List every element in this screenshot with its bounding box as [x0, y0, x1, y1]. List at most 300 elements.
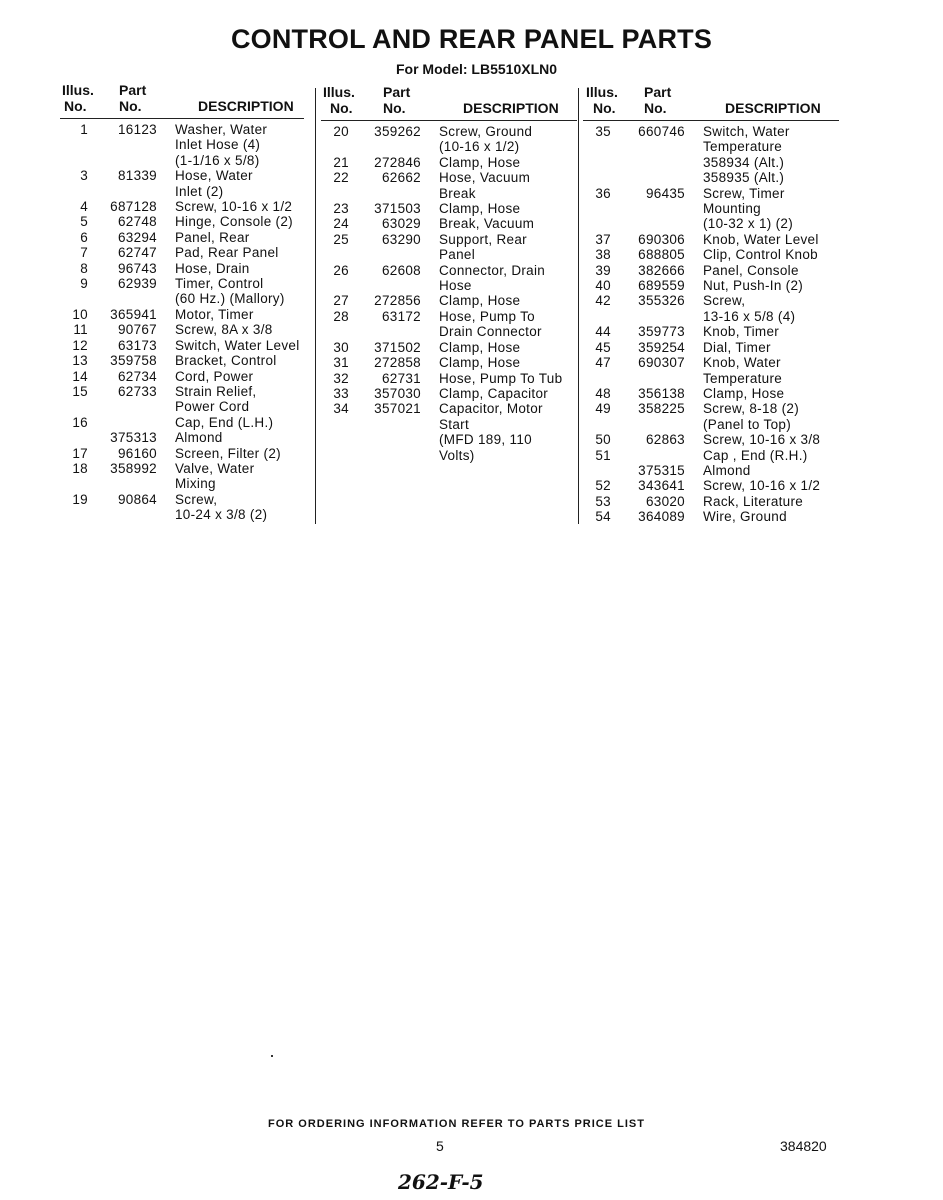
illus-number: 5 — [80, 214, 88, 230]
part-description — [175, 430, 312, 445]
part-row — [583, 355, 839, 386]
part-number: 63020 — [645, 493, 685, 509]
part-row — [583, 232, 839, 247]
part-description — [439, 309, 577, 340]
part-no-label: No. — [119, 98, 142, 114]
part-number: 90767 — [117, 322, 157, 338]
description-line: Panel, Rear — [175, 229, 250, 245]
description-line: Break, Vacuum — [439, 216, 535, 232]
part-description — [439, 155, 577, 170]
illus-number: 16 — [72, 414, 88, 430]
description-line: Support, Rear — [439, 231, 527, 247]
illus-number: 54 — [595, 509, 611, 525]
part-row — [60, 369, 312, 384]
illus-number: 39 — [595, 262, 611, 278]
part-description — [175, 245, 312, 260]
illus-number: 6 — [80, 229, 88, 245]
illus-no-label: No. — [593, 100, 616, 116]
description-line: Connector, Drain — [439, 262, 546, 278]
part-description — [439, 401, 577, 463]
part-description — [439, 201, 577, 216]
illus-number: 23 — [333, 201, 349, 217]
column-header-2 — [323, 84, 573, 118]
part-number: 688805 — [638, 247, 685, 263]
part-description — [703, 386, 839, 401]
illus-number: 11 — [73, 322, 88, 338]
description-line: Screw, 8-18 (2) — [703, 401, 800, 417]
part-row — [60, 492, 312, 523]
part-description — [439, 263, 577, 294]
illus-number: 52 — [595, 478, 611, 494]
part-number: 371502 — [374, 339, 421, 355]
part-label: Part — [644, 84, 672, 100]
description-line: Almond — [703, 462, 751, 478]
description-label: DESCRIPTION — [198, 98, 294, 114]
illus-label: Illus. — [323, 84, 355, 100]
part-row — [321, 355, 577, 370]
part-number: 62733 — [117, 383, 157, 399]
part-number: 375313 — [110, 430, 157, 446]
description-line: Screw, Ground — [439, 124, 533, 139]
page-number: 5 — [436, 1138, 444, 1154]
part-description — [703, 340, 839, 355]
part-row — [321, 401, 577, 463]
illus-number: 3 — [80, 168, 88, 184]
part-row — [60, 415, 312, 430]
part-row — [321, 155, 577, 170]
part-number: 382666 — [638, 262, 685, 278]
illus-number: 32 — [333, 370, 349, 386]
part-description — [703, 247, 839, 262]
illus-number: 31 — [333, 355, 349, 371]
illus-number: 30 — [333, 339, 349, 355]
part-number: 62748 — [117, 214, 157, 230]
part-description — [703, 232, 839, 247]
illus-number: 49 — [595, 401, 611, 417]
illus-number: 15 — [72, 383, 88, 399]
model-subtitle: For Model: LB5510XLN0 — [395, 61, 558, 77]
illus-number: 10 — [72, 306, 88, 322]
part-description — [439, 216, 577, 231]
description-line: Start — [439, 416, 470, 432]
part-number: 63029 — [381, 216, 421, 232]
part-description — [175, 122, 312, 168]
description-line: Clamp, Capacitor — [439, 385, 549, 401]
part-number: 90864 — [117, 491, 157, 507]
illus-number: 51 — [595, 447, 611, 463]
illus-number: 8 — [80, 260, 88, 276]
description-line: Clamp, Hose — [439, 339, 521, 355]
part-no-label: No. — [383, 100, 406, 116]
description-line: Clip, Control Knob — [703, 247, 818, 263]
part-description — [703, 324, 839, 339]
description-line: Knob, Water — [703, 355, 781, 371]
part-row — [60, 430, 312, 445]
part-row — [60, 199, 312, 214]
illus-number: 26 — [333, 262, 349, 278]
illus-label: Illus. — [62, 82, 94, 98]
description-line: Panel, Console — [703, 262, 799, 278]
description-line: Cap, End (L.H.) — [175, 414, 274, 430]
description-label: DESCRIPTION — [463, 100, 559, 116]
illus-number: 25 — [333, 231, 349, 247]
column-divider — [578, 88, 579, 524]
description-line: Nut, Push-In (2) — [703, 278, 804, 294]
part-description — [703, 186, 839, 232]
part-row — [583, 340, 839, 355]
description-line: Cap , End (R.H.) — [703, 447, 808, 463]
description-line: Rack, Literature — [703, 493, 804, 509]
part-number: 96435 — [645, 185, 685, 201]
scan-speck — [271, 1055, 273, 1057]
part-description — [703, 463, 839, 478]
part-number: 62734 — [117, 368, 157, 384]
part-description — [439, 124, 577, 155]
description-line: Strain Relief, — [175, 383, 257, 399]
illus-number: 28 — [333, 308, 349, 324]
description-line: Capacitor, Motor — [439, 401, 543, 417]
part-description — [175, 261, 312, 276]
part-row — [321, 216, 577, 231]
part-number: 355326 — [638, 293, 685, 309]
part-description — [175, 353, 312, 368]
description-line: Knob, Water Level — [703, 231, 819, 247]
part-description — [175, 338, 312, 353]
description-line: 358934 (Alt.) — [703, 154, 785, 170]
part-description — [175, 369, 312, 384]
part-number: 364089 — [638, 509, 685, 525]
illus-number: 27 — [333, 293, 349, 309]
description-line: Screw, — [175, 491, 218, 507]
part-number: 62731 — [381, 370, 421, 386]
part-number: 358225 — [638, 401, 685, 417]
part-row — [60, 261, 312, 276]
description-label: DESCRIPTION — [725, 100, 821, 116]
part-row — [60, 245, 312, 260]
description-line: Knob, Timer — [703, 324, 780, 340]
illus-number: 45 — [595, 339, 611, 355]
part-number: 371503 — [374, 201, 421, 217]
description-line: Bracket, Control — [175, 353, 277, 369]
part-description — [175, 307, 312, 322]
part-number: 96160 — [117, 445, 157, 461]
description-line: Drain Connector — [439, 324, 542, 340]
part-row — [583, 448, 839, 463]
part-number: 357021 — [374, 401, 421, 417]
description-line: Cord, Power — [175, 368, 254, 384]
part-description — [439, 340, 577, 355]
part-row — [583, 324, 839, 339]
illus-number: 7 — [80, 245, 88, 261]
part-no-label: No. — [644, 100, 667, 116]
description-line: Hose, Drain — [175, 260, 250, 276]
part-description — [703, 432, 839, 447]
description-line: Dial, Timer — [703, 339, 771, 355]
part-row — [321, 201, 577, 216]
part-number: 81339 — [117, 168, 157, 184]
part-number: 690306 — [638, 231, 685, 247]
part-description — [703, 278, 839, 293]
part-number: 356138 — [638, 385, 685, 401]
description-line: Temperature — [703, 370, 783, 386]
part-row — [60, 461, 312, 492]
part-description — [703, 401, 839, 432]
parts-column-2 — [321, 124, 577, 463]
description-line: Clamp, Hose — [439, 355, 521, 371]
part-row — [60, 446, 312, 461]
description-line: Clamp, Hose — [703, 385, 785, 401]
illus-number: 22 — [333, 170, 349, 186]
part-number: 359758 — [110, 353, 157, 369]
illus-number: 34 — [333, 401, 349, 417]
description-line: Screen, Filter (2) — [175, 445, 281, 461]
part-row — [583, 463, 839, 478]
description-line: Screw, — [703, 293, 746, 309]
part-row — [583, 432, 839, 447]
description-line: Pad, Rear Panel — [175, 245, 279, 261]
description-line: 10-24 x 3/8 (2) — [175, 507, 268, 523]
description-line: (1-1/16 x 5/8) — [175, 152, 260, 168]
illus-no-label: No. — [64, 98, 87, 114]
description-line: Inlet Hose (4) — [175, 137, 261, 153]
part-row — [583, 386, 839, 401]
part-description — [175, 322, 312, 337]
part-number: 272846 — [374, 154, 421, 170]
part-row — [583, 263, 839, 278]
part-description — [703, 263, 839, 278]
part-description — [703, 478, 839, 493]
description-line: (10-16 x 1/2) — [439, 139, 520, 155]
illus-number: 13 — [72, 353, 88, 369]
part-row — [583, 509, 839, 524]
description-line: Temperature — [703, 139, 783, 155]
part-number: 62863 — [645, 432, 685, 448]
part-description — [439, 232, 577, 263]
description-line: Almond — [175, 430, 223, 446]
part-number: 358992 — [110, 460, 157, 476]
description-line: Motor, Timer — [175, 306, 254, 322]
part-description — [703, 293, 839, 324]
part-number: 63172 — [381, 308, 421, 324]
page-title: CONTROL AND REAR PANEL PARTS — [230, 24, 713, 54]
handwritten-note: 262-F-5 — [398, 1170, 484, 1194]
part-row — [583, 401, 839, 432]
part-number: 343641 — [638, 478, 685, 494]
part-description — [703, 494, 839, 509]
description-line: Break — [439, 185, 476, 201]
illus-no-label: No. — [330, 100, 353, 116]
part-description — [439, 355, 577, 370]
part-number: 63173 — [117, 337, 157, 353]
parts-column-1 — [60, 122, 312, 523]
illus-number: 35 — [595, 124, 611, 139]
description-line: Clamp, Hose — [439, 201, 521, 217]
part-row — [583, 247, 839, 262]
illus-number: 20 — [333, 124, 349, 139]
illus-number: 48 — [595, 385, 611, 401]
part-number: 375315 — [638, 462, 685, 478]
part-row — [321, 232, 577, 263]
description-line: Screw, 10-16 x 1/2 — [175, 199, 293, 215]
part-description — [175, 168, 312, 199]
part-description — [439, 293, 577, 308]
description-line: Mounting — [703, 201, 761, 217]
description-line: Switch, Water Level — [175, 337, 300, 353]
description-line: Power Cord — [175, 399, 250, 415]
part-row — [321, 340, 577, 355]
column-header-1 — [62, 82, 302, 116]
ordering-footer: FOR ORDERING INFORMATION REFER TO PARTS PRICE LIST — [268, 1118, 645, 1130]
parts-column-3 — [583, 124, 839, 525]
description-line: Inlet (2) — [175, 183, 224, 199]
part-number: 357030 — [374, 385, 421, 401]
description-line: Clamp, Hose — [439, 293, 521, 309]
illus-number: 44 — [595, 324, 611, 340]
illus-number: 14 — [72, 368, 88, 384]
illus-number: 42 — [595, 293, 611, 309]
part-row — [583, 293, 839, 324]
description-line: Hose, Vacuum — [439, 170, 531, 186]
part-row — [60, 214, 312, 229]
part-description — [703, 124, 839, 186]
document-number: 384820 — [780, 1138, 827, 1154]
description-line: Hinge, Console (2) — [175, 214, 293, 230]
part-row — [321, 124, 577, 155]
part-row — [583, 278, 839, 293]
illus-number: 53 — [595, 493, 611, 509]
part-number: 63294 — [117, 229, 157, 245]
part-row — [60, 384, 312, 415]
part-number: 62939 — [117, 276, 157, 292]
part-number: 359773 — [638, 324, 685, 340]
part-description — [175, 492, 312, 523]
part-row — [60, 168, 312, 199]
part-number: 62662 — [381, 170, 421, 186]
illus-number: 40 — [595, 278, 611, 294]
part-label: Part — [119, 82, 147, 98]
illus-number: 12 — [72, 337, 88, 353]
part-description — [703, 509, 839, 524]
part-number: 690307 — [638, 355, 685, 371]
part-number: 359262 — [374, 124, 421, 139]
part-row — [583, 494, 839, 509]
part-row — [321, 371, 577, 386]
part-row — [60, 122, 312, 168]
description-line: Screw, 10-16 x 3/8 — [703, 432, 821, 448]
header-rule — [60, 118, 304, 119]
description-line: Screw, 10-16 x 1/2 — [703, 478, 821, 494]
description-line: Volts) — [439, 447, 475, 463]
part-number: 96743 — [117, 260, 157, 276]
part-description — [175, 276, 312, 307]
description-line: Washer, Water — [175, 122, 268, 137]
part-number: 359254 — [638, 339, 685, 355]
illus-number: 50 — [595, 432, 611, 448]
part-row — [321, 293, 577, 308]
description-line: Hose, Water — [175, 168, 253, 184]
illus-number: 36 — [595, 185, 611, 201]
part-row — [60, 276, 312, 307]
illus-number: 18 — [72, 460, 88, 476]
part-number: 365941 — [110, 306, 157, 322]
part-number: 63290 — [381, 231, 421, 247]
illus-number: 4 — [80, 199, 88, 215]
part-description — [439, 371, 577, 386]
part-description — [439, 386, 577, 401]
illus-number: 24 — [333, 216, 349, 232]
part-row — [321, 309, 577, 340]
description-line: (Panel to Top) — [703, 416, 792, 432]
description-line: 358935 (Alt.) — [703, 170, 785, 186]
part-row — [583, 186, 839, 232]
part-row — [583, 124, 839, 186]
description-line: Timer, Control — [175, 276, 264, 292]
part-description — [703, 448, 839, 463]
part-description — [175, 461, 312, 492]
illus-number: 17 — [72, 445, 88, 461]
illus-number: 1 — [80, 122, 88, 137]
part-number: 689559 — [638, 278, 685, 294]
part-number: 62608 — [381, 262, 421, 278]
part-description — [439, 170, 577, 201]
header-rule — [321, 120, 577, 121]
illus-label: Illus. — [586, 84, 618, 100]
part-description — [175, 384, 312, 415]
part-row — [60, 322, 312, 337]
part-number: 660746 — [638, 124, 685, 139]
part-description — [703, 355, 839, 386]
part-description — [175, 230, 312, 245]
part-description — [175, 214, 312, 229]
part-description — [175, 415, 312, 430]
column-divider — [315, 88, 316, 524]
illus-number: 33 — [333, 385, 349, 401]
description-line: Wire, Ground — [703, 509, 787, 525]
part-row — [60, 307, 312, 322]
description-line: Hose — [439, 278, 472, 294]
description-line: Clamp, Hose — [439, 154, 521, 170]
description-line: Hose, Pump To — [439, 308, 535, 324]
description-line: Screw, Timer — [703, 185, 785, 201]
part-number: 272858 — [374, 355, 421, 371]
description-line: Switch, Water — [703, 124, 790, 139]
illus-number: 19 — [72, 491, 88, 507]
description-line: Screw, 8A x 3/8 — [175, 322, 273, 338]
description-line: (60 Hz.) (Mallory) — [175, 291, 285, 307]
part-number: 687128 — [110, 199, 157, 215]
description-line: 13-16 x 5/8 (4) — [703, 308, 796, 324]
description-line: (MFD 189, 110 — [439, 432, 532, 448]
part-label: Part — [383, 84, 411, 100]
column-header-3 — [586, 84, 836, 118]
illus-number: 37 — [595, 231, 611, 247]
part-row — [321, 170, 577, 201]
description-line: (10-32 x 1) (2) — [703, 216, 794, 232]
illus-number: 21 — [333, 154, 349, 170]
part-row — [60, 338, 312, 353]
part-row — [321, 263, 577, 294]
illus-number: 9 — [80, 276, 88, 292]
part-description — [175, 446, 312, 461]
part-number: 62747 — [117, 245, 157, 261]
description-line: Mixing — [175, 476, 216, 492]
part-number: 16123 — [117, 122, 157, 137]
part-row — [60, 353, 312, 368]
illus-number: 38 — [595, 247, 611, 263]
part-row — [321, 386, 577, 401]
part-row — [60, 230, 312, 245]
part-description — [175, 199, 312, 214]
